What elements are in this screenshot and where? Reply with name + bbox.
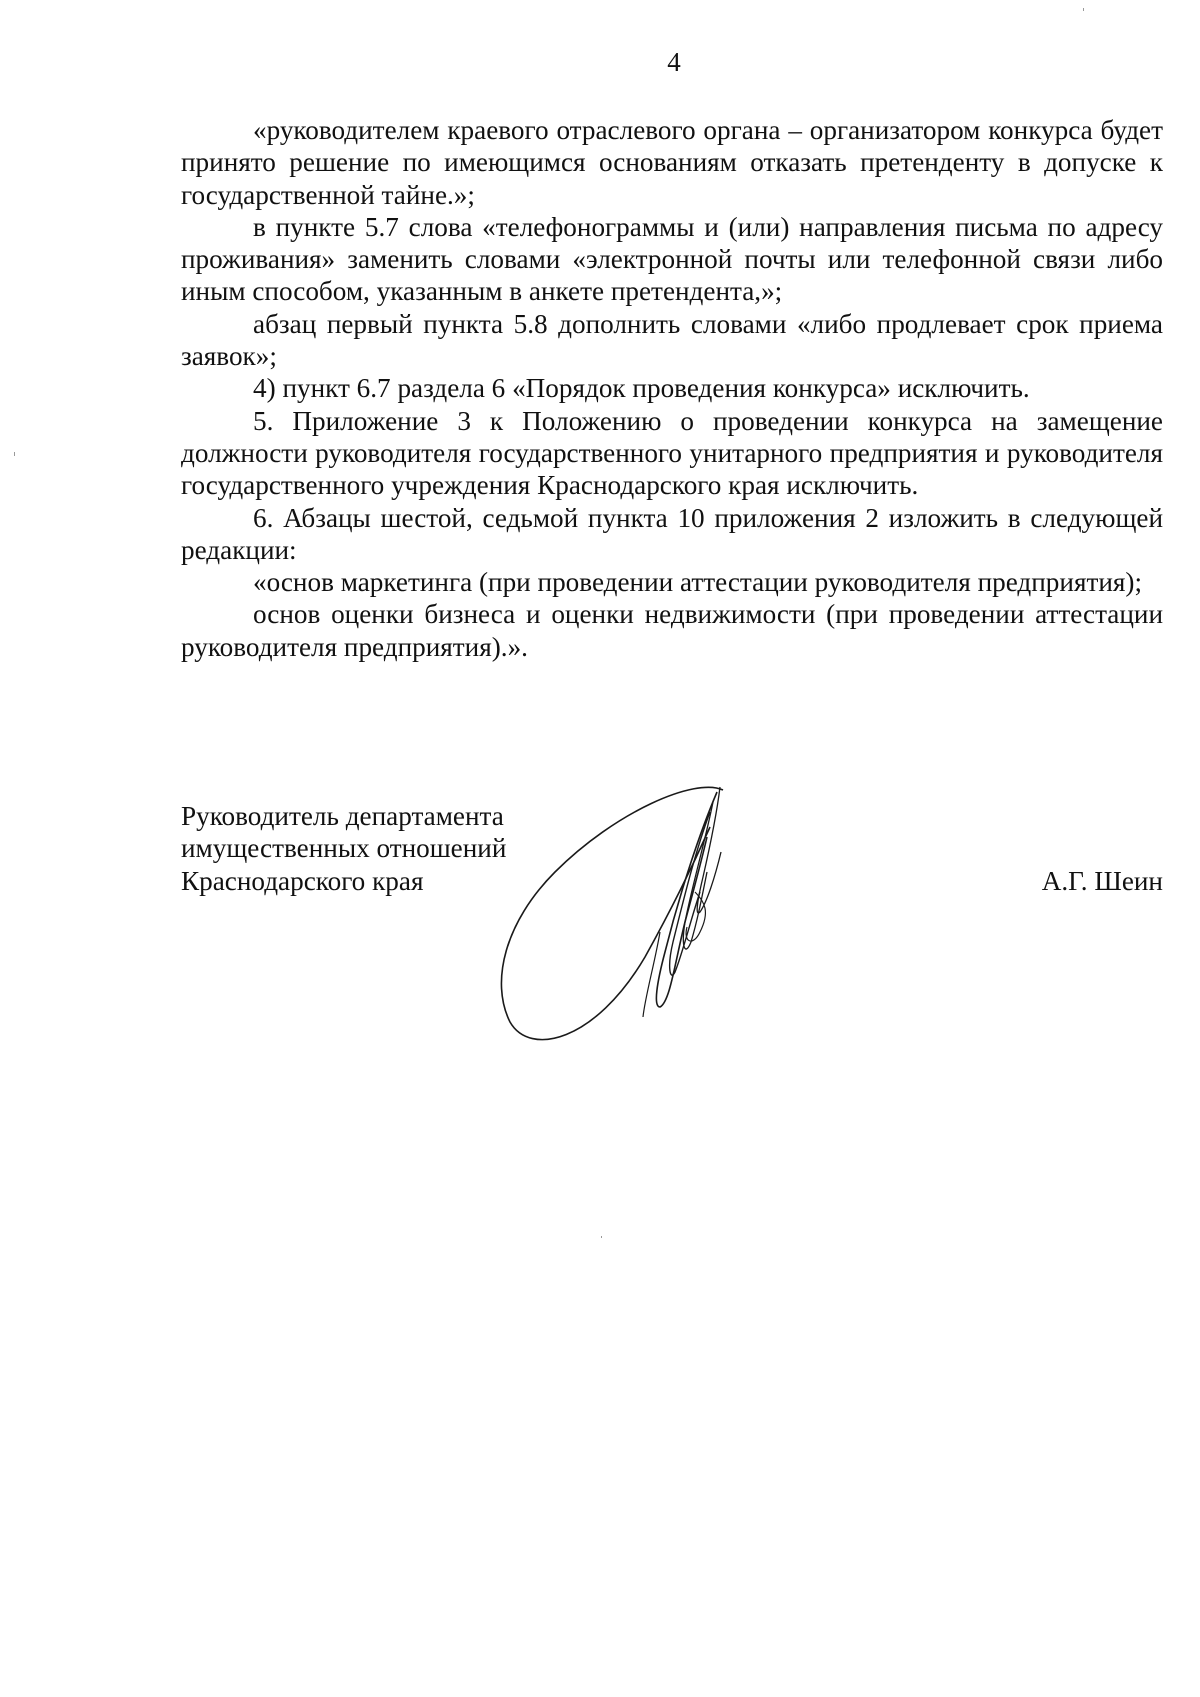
paragraph: 4) пункт 6.7 раздела 6 «Порядок проведения конкурса» исключить. [253,373,1030,404]
paragraph: основ оценки бизнеса и оценки недвижимости (при проведении аттестации руководителя предприятия).». [181,599,1163,662]
signature-stroke [501,787,723,1039]
scan-artifact [14,452,15,456]
paragraph: «руководителем краевого отраслевого органа – организатором конкурса будет принято решение по имеющимся основаниям отказать претенденту в допуске к государственной тайне.»; [181,115,1163,210]
paragraph: «основ маркетинга (при проведении аттестации руководителя предприятия); [253,567,1142,598]
signer-title-line: Краснодарского края [181,865,424,896]
signer-title-line: имущественных отношений [181,833,507,864]
paragraph: 5. Приложение 3 к Положению о проведении конкурса на замещение должности руководителя государственного унитарного предприятия и руководителя государственного учреждения Краснодарского края исключить. [181,405,1163,501]
signer-title-line: Руководитель департамента [181,801,504,831]
document-body [181,114,1163,663]
paragraph: абзац первый пункта 5.8 дополнить словами «либо продлевает срок приема заявок»; [181,308,1163,372]
signer-name: А.Г. Шеин [1041,865,1163,896]
scan-artifact [601,1236,602,1238]
paragraph: 6. Абзацы шестой, седьмой пункта 10 приложения 2 изложить в следующей редакции: [181,502,1163,565]
signature-stroke [697,787,721,913]
signature-stroke [670,812,710,975]
paragraph: в пункте 5.7 слова «телефонограммы и (или) направления письма по адресу проживания» заменить словами «электронной почты или телефонной связи либо иным способом, указанным в анкете претендента,»; [181,211,1163,307]
page-number: 4 [667,47,681,77]
signature-stroke [686,892,705,941]
scan-artifact [1083,8,1084,11]
handwritten-signature [495,782,785,1052]
